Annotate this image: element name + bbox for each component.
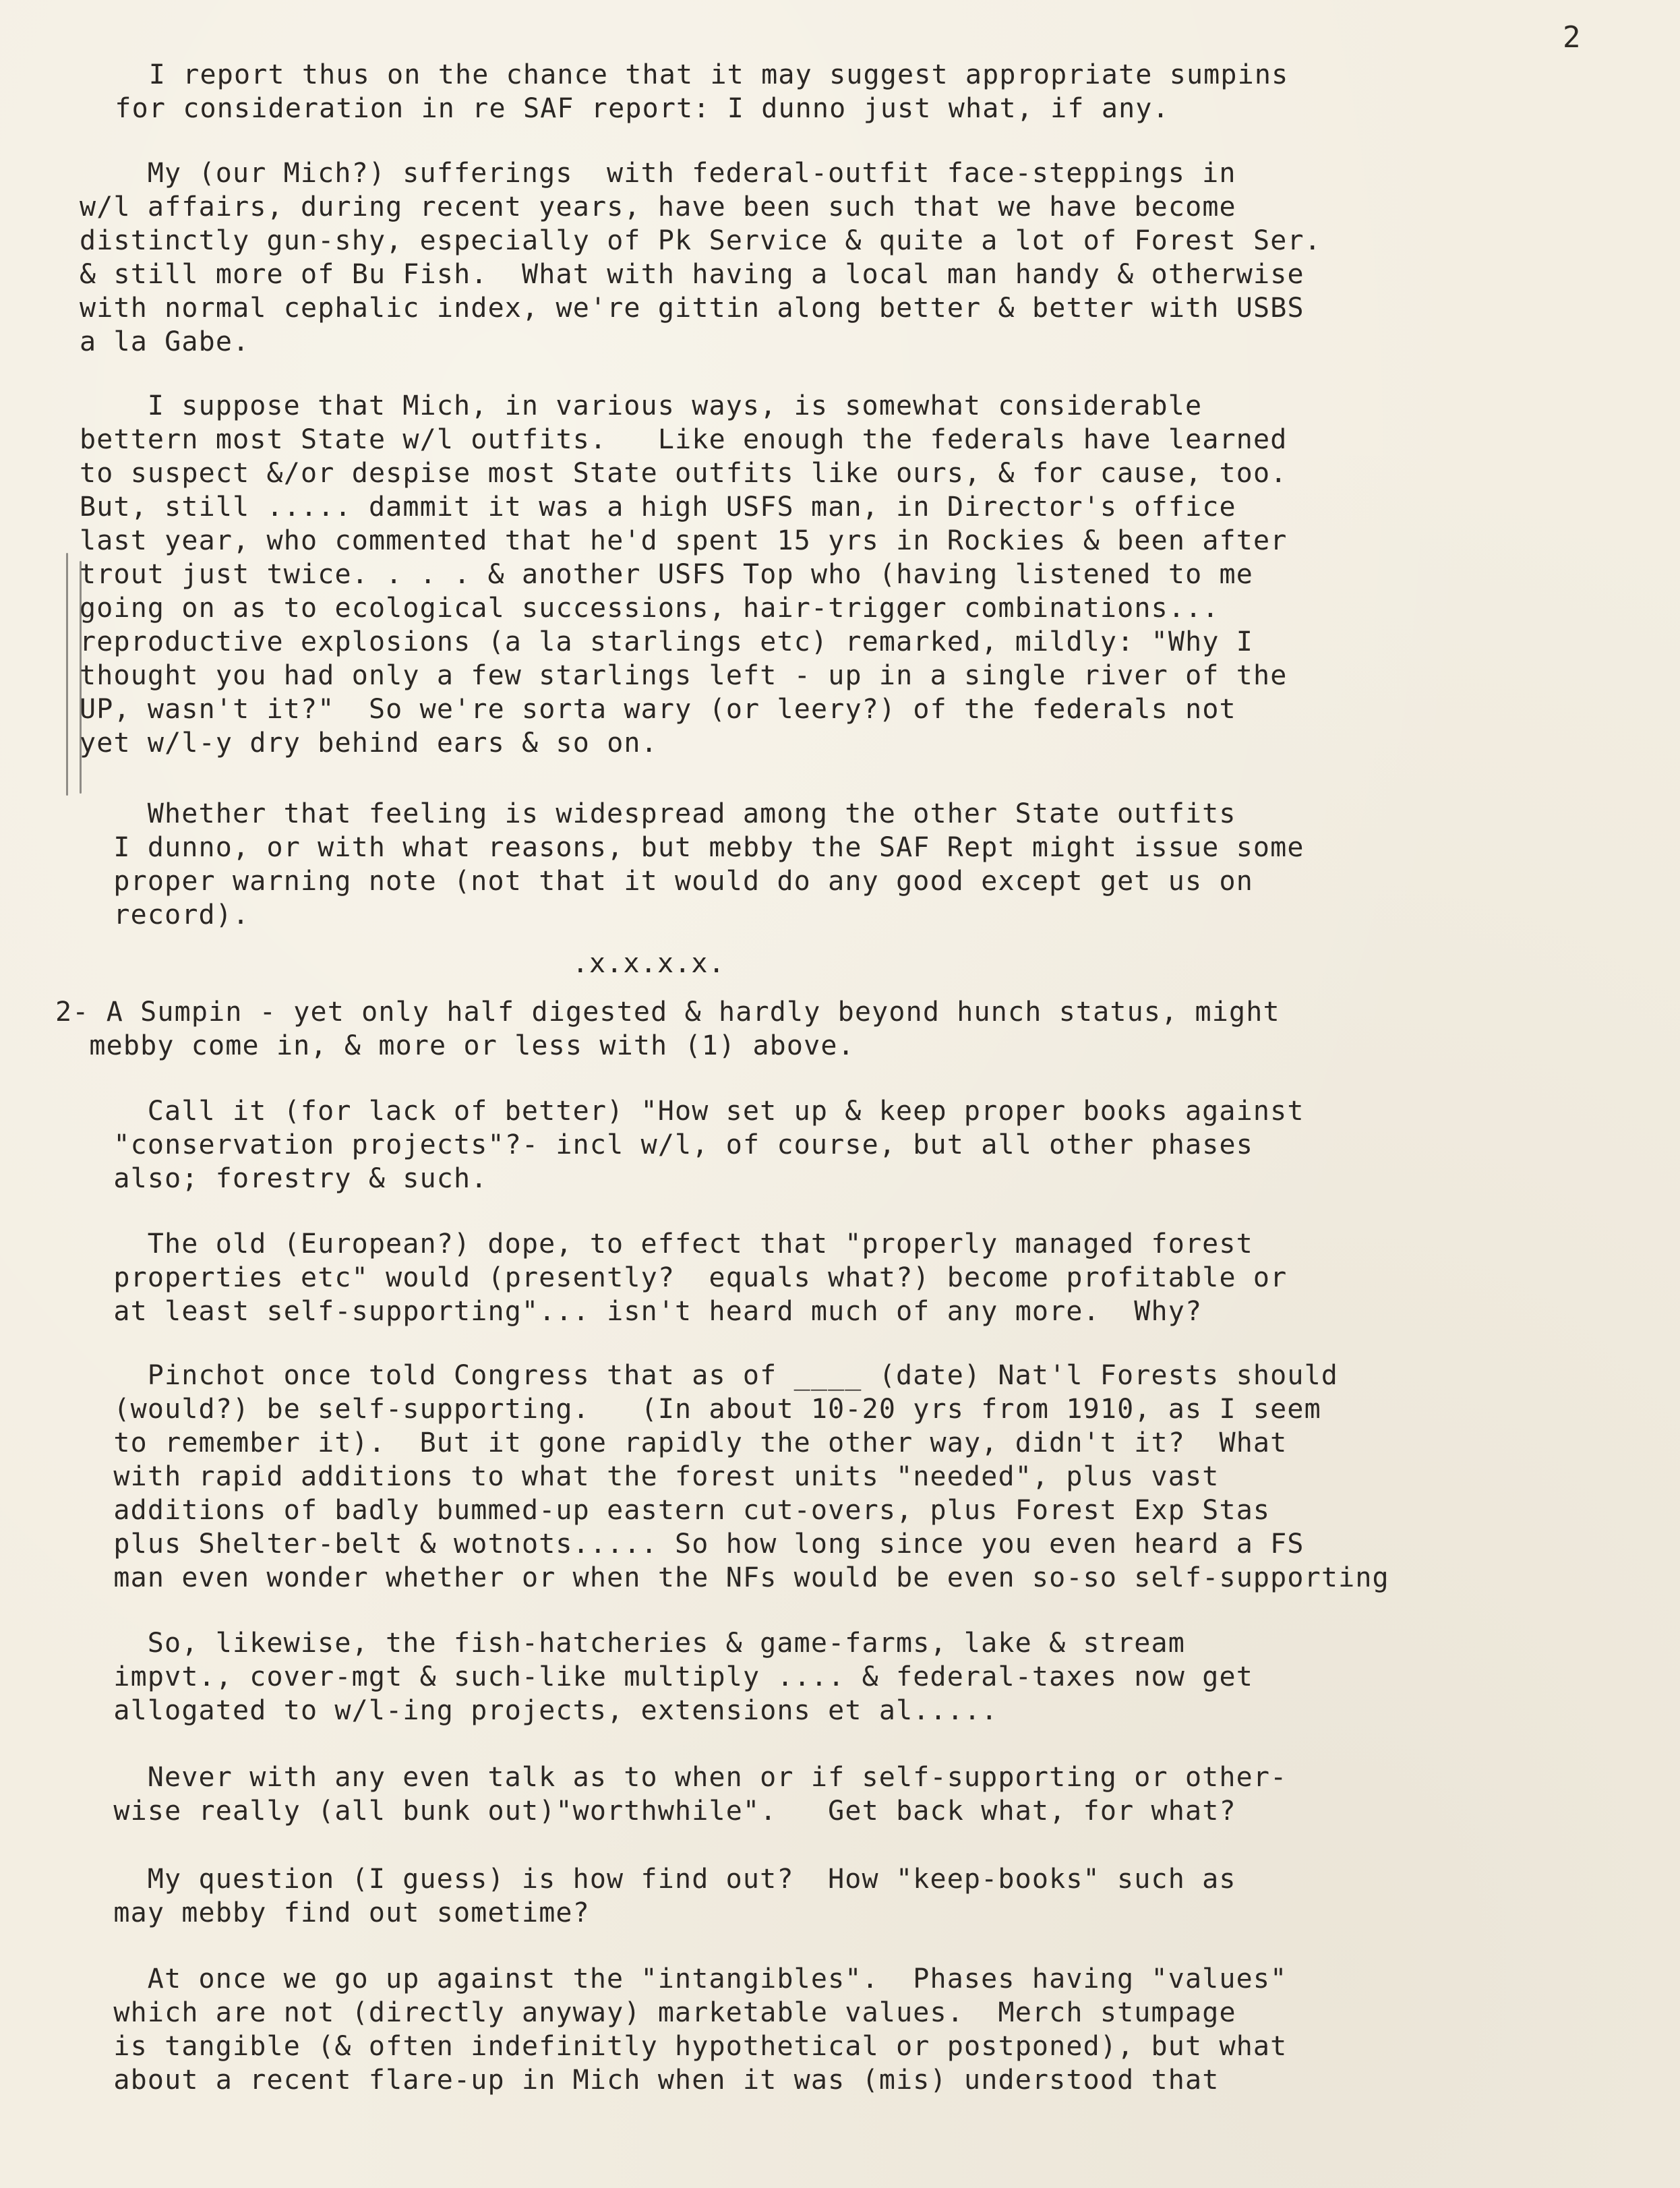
text-line: The old (European?) dope, to effect that "properly managed forest (147, 1229, 1253, 1260)
text-line: record). (113, 899, 250, 930)
text-line: I dunno, or with what reasons, but mebby the SAF Rept might issue some (113, 832, 1304, 863)
text-line: I suppose that Mich, in various ways, is somewhat considerable (147, 390, 1203, 421)
text-line: UP, wasn't it?" So we're sorta wary (or leery?) of the federals not (80, 694, 1236, 725)
text-line: But, still ..... dammit it was a high USFS man, in Director's office (80, 492, 1236, 523)
text-line: with normal cephalic index, we're gittin along better & better with USBS (80, 293, 1304, 324)
text-line: w/l affairs, during recent years, have been such that we have become (80, 191, 1236, 223)
text-line: additions of badly bummed-up eastern cut-overs, plus Forest Exp Stas (113, 1495, 1271, 1526)
text-line: proper warning note (not that it would do any good except get us on (113, 866, 1253, 897)
text-line: I report thus on the chance that it may suggest appropriate sumpins (148, 59, 1289, 90)
page-number: 2 (1563, 20, 1581, 55)
text-line: distinctly gun-shy, especially of Pk Service & quite a lot of Forest Ser. (80, 225, 1321, 256)
text-line: .x.x.x.x. (572, 948, 725, 979)
text-line: wise really (all bunk out)"worthwhile". Get back what, for what? (113, 1796, 1236, 1827)
text-line: allogated to w/l-ing projects, extensions et al..... (113, 1695, 998, 1726)
text-line: Pinchot once told Congress that as of ____ (date) Nat'l Forests should (147, 1360, 1339, 1391)
text-line: to suspect &/or despise most State outfits like ours, & for cause, too. (80, 458, 1288, 489)
text-line: Never with any even talk as to when or if self-supporting or other- (147, 1762, 1288, 1793)
text-line: properties etc" would (presently? equals what?) become profitable or (113, 1262, 1288, 1293)
text-line: "conservation projects"?- incl w/l, of course, but all other phases (113, 1129, 1253, 1160)
text-line: (would?) be self-supporting. (In about 10-20 yrs from 1910, as I seem (113, 1394, 1321, 1425)
text-line: bettern most State w/l outfits. Like enough the federals have learned (80, 424, 1288, 455)
text-line: So, likewise, the fish-hatcheries & game-farms, lake & stream (147, 1628, 1185, 1659)
text-line: last year, who commented that he'd spent 15 yrs in Rockies & been after (80, 525, 1288, 556)
text-line: plus Shelter-belt & wotnots..... So how long since you even heard a FS (113, 1529, 1304, 1560)
text-line: mebby come in, & more or less with (1) above. (89, 1030, 855, 1061)
text-line: My question (I guess) is how find out? How "keep-books" such as (147, 1864, 1236, 1895)
text-line: At once we go up against the "intangibles". Phases having "values" (147, 1963, 1288, 1994)
margin-mark (66, 553, 68, 796)
text-line: Call it (for lack of better) "How set up & keep proper books against (147, 1096, 1304, 1127)
text-line: is tangible (& often indefinitly hypothetical or postponed), but what (113, 2031, 1288, 2062)
text-line: 2- A Sumpin - yet only half digested & hardly beyond hunch status, might (55, 997, 1280, 1028)
text-line: to remember it). But it gone rapidly the other way, didn't it? What (113, 1427, 1288, 1458)
text-line: man even wonder whether or when the NFs would be even so-so self-supporting (113, 1562, 1389, 1593)
text-line: Whether that feeling is widespread among the other State outfits (147, 798, 1236, 829)
text-line: about a recent flare-up in Mich when it was (mis) understood that (113, 2065, 1220, 2096)
text-line: may mebby find out sometime? (113, 1897, 590, 1928)
text-line: trout just twice. . . . & another USFS Top who (having listened to me (80, 559, 1254, 590)
text-line: reproductive explosions (a la starlings etc) remarked, mildly: "Why I (80, 626, 1254, 657)
text-line: impvt., cover-mgt & such-like multiply .... & federal-taxes now get (113, 1661, 1253, 1692)
text-line: a la Gabe. (80, 326, 250, 357)
text-line: thought you had only a few starlings left - up in a single river of the (80, 660, 1288, 691)
text-line: My (our Mich?) sufferings with federal-outfit face-steppings in (147, 158, 1236, 189)
text-line: at least self-supporting"... isn't heard much of any more. Why? (113, 1296, 1203, 1327)
text-line: yet w/l-y dry behind ears & so on. (80, 728, 658, 759)
text-line: with rapid additions to what the forest units "needed", plus vast (113, 1461, 1220, 1492)
text-line: also; forestry & such. (113, 1163, 488, 1194)
text-line: going on as to ecological successions, hair-trigger combinations... (80, 593, 1220, 624)
text-line: & still more of Bu Fish. What with having a local man handy & otherwise (80, 259, 1304, 290)
text-line: for consideration in re SAF report: I dunno just what, if any. (115, 93, 1170, 124)
text-line: which are not (directly anyway) marketable values. Merch stumpage (113, 1997, 1236, 2028)
